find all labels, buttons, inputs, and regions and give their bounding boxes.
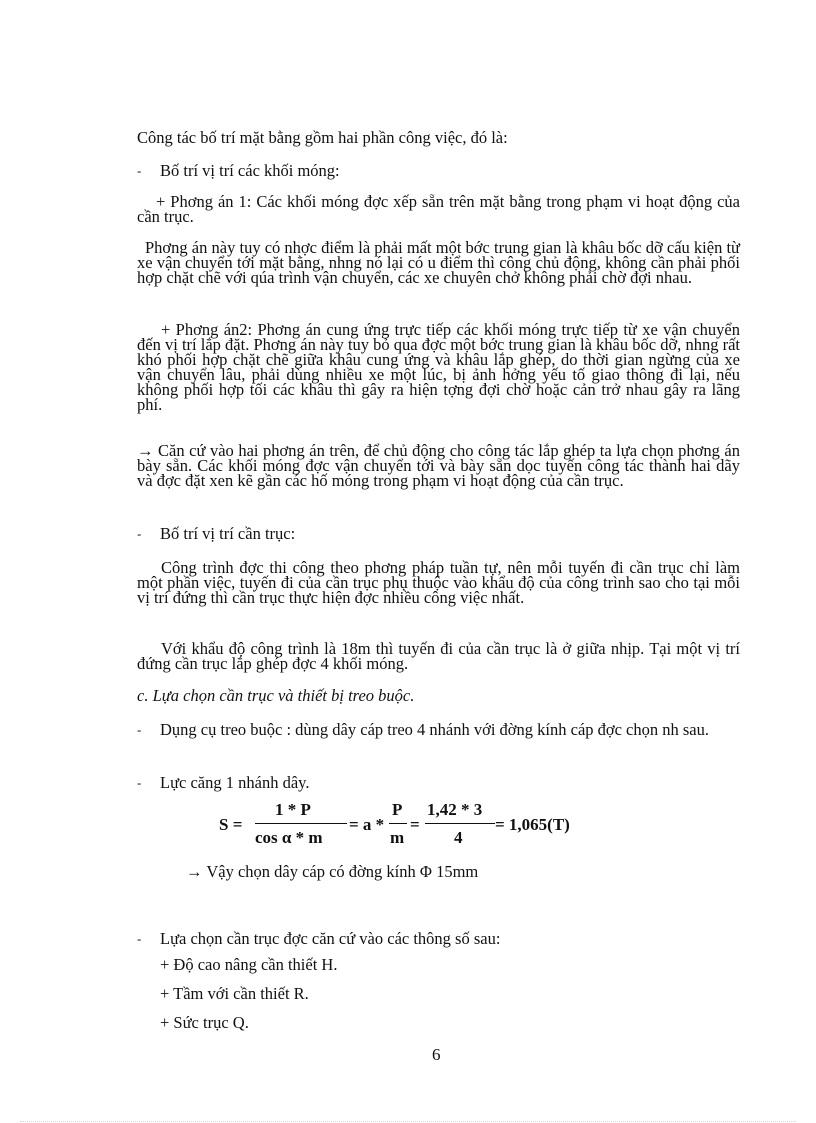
bullet-marker: - — [137, 722, 142, 737]
intro-line: Công tác bố trí mặt bằng gồm hai phần công việc, đó là: — [137, 128, 508, 147]
span-paragraph: Với khẩu độ công trình là 18m thì tuyến đi của cần trục là ở giữa nhịp. Tại một vị trí đứng cần trục lắp ghép đợc 4 khối móng. — [137, 639, 740, 673]
arrow-icon: → — [137, 441, 154, 460]
formula-eq1: = a * — [349, 815, 385, 834]
bullet-marker: - — [137, 526, 142, 541]
formula-frac1-numerator: 1 * P — [275, 800, 311, 819]
page-number: 6 — [432, 1045, 441, 1064]
formula-fraction-bar — [425, 823, 495, 824]
formula-lhs: S = — [219, 815, 243, 834]
formula-fraction-bar — [255, 823, 347, 824]
crane-route-paragraph: Công trình đợc thi công theo phơng pháp tuần tự, nên mỗi tuyến đi cần trục chỉ làm một phần việc, tuyến đi của cần trục phụ thuộc vào khẩu độ của công trình sao cho tại mỗi vị trí đứng thì cần trục thực hiện đợc nhiều công việc nhất. — [137, 558, 740, 607]
arrow-icon: → — [186, 862, 203, 881]
cable-choice-line — [186, 864, 478, 880]
param-reach: + Tầm với cần thiết R. — [160, 984, 309, 1003]
formula-eq2: = — [410, 815, 420, 834]
param-height: + Độ cao nâng cần thiết H. — [160, 955, 338, 974]
bullet-marker: - — [137, 775, 142, 790]
rigging-item: Dụng cụ treo buộc : dùng dây cáp treo 4 nhánh với đờng kính cáp đợc chọn nh sau. — [160, 720, 710, 739]
option2-paragraph: + Phơng án2: Phơng án cung ứng trực tiếp các khối móng trực tiếp từ xe vận chuyển đến vị trí lắp đặt. Phơng án này tuy bỏ qua đợc một bớc trung gian là khâu bốc dỡ, nhng rất khó phối hợp chặt chẽ giữa khâu cung ứng và khâu lắp ghép, do thời gian ngừng của xe vận chuyển lâu, phải dùng nhiều xe một lúc, bị ảnh hởng yếu tố giao thông đi lại, nếu không phối hợp tối các khâu thì gây ra hiện tợng đợi chờ hoặc cản trở nhau gây ra lãng phí. — [137, 320, 740, 414]
param-capacity: + Sức trục Q. — [160, 1013, 249, 1032]
section-c-title: c. Lựa chọn cần trục và thiết bị treo buộc. — [137, 686, 415, 705]
tension-item: Lực căng 1 nhánh dây. — [160, 773, 310, 792]
diameter-symbol: Φ — [419, 862, 432, 881]
formula-frac3-denominator: 4 — [454, 828, 463, 847]
formula-frac2-denominator: m — [390, 828, 405, 847]
crane-selection-item: Lựa chọn cần trục đợc căn cứ vào các thông số sau: — [160, 929, 501, 948]
cable-diameter-value: 15mm — [436, 862, 479, 881]
cable-choice-text: Vậy chọn dây cáp có đờng kính — [206, 862, 416, 881]
bottom-dotted-rule — [20, 1121, 796, 1122]
conclusion-text: Căn cứ vào hai phơng án trên, để chủ động cho công tác lắp ghép ta lựa chọn phơng án bày sẵn. Các khối móng đợc vận chuyển tới và bày sẵn dọc tuyến công tác thành hai dãy và đợc đặt xen kẽ gần các hố móng trong phạm vi hoạt động của cần trục. — [137, 441, 741, 490]
option1-evaluation-paragraph: Phơng án này tuy có nhợc điểm là phải mất một bớc trung gian là khâu bốc dỡ cấu kiện từ xe vận chuyển tới mặt bằng, nhng nó lại có u điểm thì công chủ động, không cần phải phối hợp chặt chẽ với qúa trình vận chuyển, các xe chuyên chở không phải chờ đợi nhau. — [137, 238, 740, 287]
option1-paragraph: + Phơng án 1: Các khối móng đợc xếp sẵn trên mặt bằng trong phạm vi hoạt động của cần trục. — [137, 192, 740, 226]
section1-heading: Bố trí vị trí các khối móng: — [160, 161, 340, 180]
formula-frac1-denominator: cos α * m — [255, 828, 323, 847]
formula-fraction-bar — [389, 823, 407, 824]
formula-frac3-numerator: 1,42 * 3 — [427, 800, 483, 819]
conclusion-paragraph — [137, 443, 740, 488]
tension-formula — [219, 800, 579, 850]
formula-frac2-numerator: P — [392, 800, 403, 819]
bullet-marker: - — [137, 931, 142, 946]
section2-heading: Bố trí vị trí cần trục: — [160, 524, 296, 543]
bullet-marker: - — [137, 163, 142, 178]
formula-result: = 1,065(T) — [495, 815, 570, 834]
